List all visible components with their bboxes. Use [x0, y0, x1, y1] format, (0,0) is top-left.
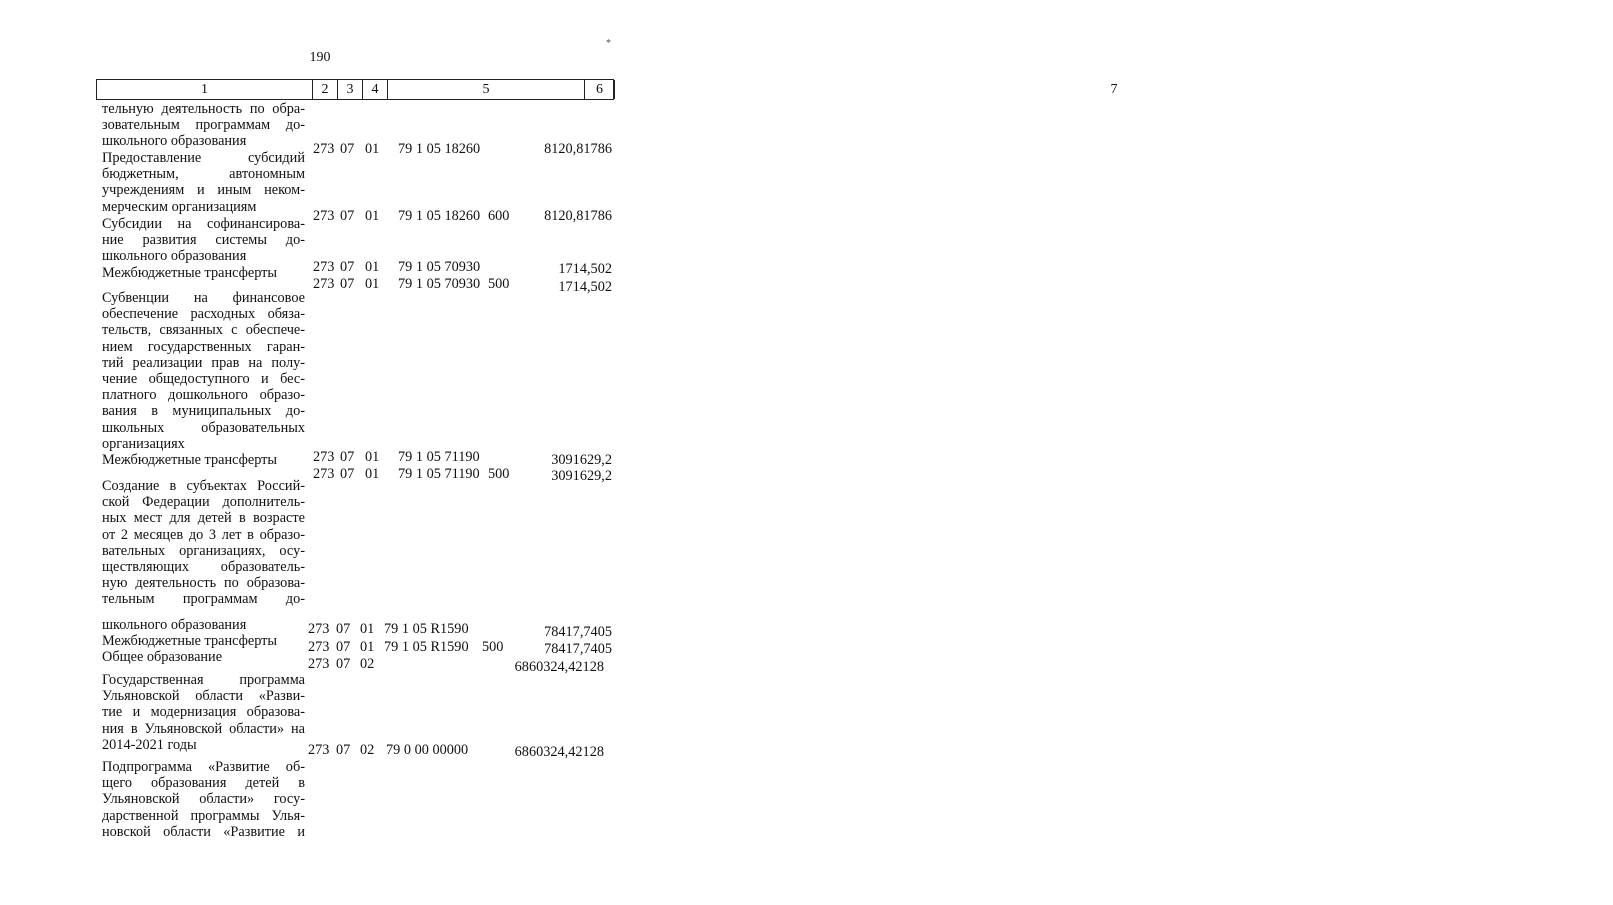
desc-line: Подпрограмма «Развитие об-: [102, 759, 305, 775]
cell-c5: 79 1 05 70930: [398, 259, 481, 275]
desc-line: новской области «Развитие и: [102, 823, 305, 840]
cell-c2: 273: [308, 742, 330, 758]
cell-c4: 01: [365, 276, 380, 292]
row-description: [102, 478, 305, 608]
desc-line: Ульяновской области «Разви-: [102, 688, 305, 705]
desc-line: вательных организациях, осу-: [102, 542, 305, 559]
cell-c5: 79 1 05 18260: [398, 208, 481, 224]
header-col-3: 3: [337, 80, 362, 99]
cell-c4: 01: [365, 466, 380, 482]
desc-line: зовательным программам до-: [102, 117, 305, 134]
desc-line: Межбюджетные трансферты: [102, 264, 278, 281]
desc-line: Ульяновской области» госу-: [102, 791, 305, 808]
cell-c2: 273: [313, 141, 335, 157]
cell-c5: 79 1 05 71190: [398, 466, 480, 482]
desc-line: от 2 месяцев до 3 лет в образо-: [102, 526, 305, 543]
cell-c2: 273: [308, 656, 330, 672]
row-description: [102, 216, 305, 248]
cell-c7: 78417,7405: [544, 624, 612, 640]
cell-c3: 07: [340, 466, 355, 482]
row-description: [102, 150, 305, 199]
desc-line: чение общедоступного и бес-: [102, 370, 305, 387]
row-description: [102, 617, 305, 666]
cell-c6: 600: [488, 208, 510, 224]
cell-c5: 79 0 00 00000: [386, 742, 469, 758]
cell-c7: 1714,502: [558, 261, 612, 277]
cell-c3: 07: [336, 621, 351, 637]
row-description: [102, 737, 305, 753]
desc-line: ния в Ульяновской области» на: [102, 720, 305, 737]
header-col-1: 1: [201, 82, 208, 97]
cell-c3: 07: [340, 449, 355, 465]
cell-c4: 01: [365, 259, 380, 275]
cell-c4: 01: [365, 141, 380, 157]
cell-c7: 3091629,2: [551, 452, 612, 468]
row-description: [102, 199, 305, 215]
cell-c5: 79 1 05 R1590: [384, 639, 469, 655]
header-col-6: 6: [584, 80, 614, 99]
desc-line: тельную деятельность по обра-: [102, 101, 305, 117]
cell-c3: 07: [336, 742, 351, 758]
cell-c3: 07: [340, 208, 355, 224]
desc-line: нием государственных гаран-: [102, 338, 305, 355]
desc-line: организациях: [102, 436, 185, 452]
cell-c7: 1714,502: [558, 279, 612, 295]
cell-c4: 02: [360, 742, 375, 758]
cell-c4: 01: [360, 621, 375, 637]
desc-line: ную деятельность по образова-: [102, 575, 305, 592]
desc-line: школьных образовательных: [102, 419, 305, 436]
desc-line: школьного образования: [102, 617, 247, 633]
desc-line: школьного образования: [102, 248, 247, 265]
cell-c3: 07: [340, 141, 355, 157]
desc-line: вания в муниципальных до-: [102, 403, 305, 420]
cell-c3: 07: [336, 656, 351, 672]
desc-line: школьного образования: [102, 133, 247, 150]
desc-line: Создание в субъектах Россий-: [102, 478, 305, 494]
desc-line: Межбюджетные трансферты: [102, 633, 278, 650]
cell-c2: 273: [308, 639, 330, 655]
cell-c7: 6860324,42128: [514, 744, 604, 760]
row-description: [102, 436, 305, 468]
row-description: [102, 133, 305, 149]
row-description: [102, 672, 305, 737]
cell-c2: 273: [313, 259, 335, 275]
desc-line: щего образования детей в: [102, 775, 305, 792]
desc-line: Общее образование: [102, 649, 223, 666]
header-col-2: 2: [312, 80, 337, 99]
desc-line: Субвенции на финансовое: [102, 290, 305, 306]
cell-c3: 07: [336, 639, 351, 655]
desc-line: тельств, связанных с обеспече-: [102, 322, 305, 339]
cell-c5: 79 1 05 70930: [398, 276, 481, 292]
desc-line: обеспечение расходных обяза-: [102, 306, 305, 323]
cell-c7: 8120,81786: [544, 208, 612, 224]
row-description: [102, 101, 305, 133]
cell-c6: 500: [488, 466, 510, 482]
row-description: [102, 759, 305, 840]
desc-line: платного дошкольного образо-: [102, 387, 305, 404]
cell-c5: 79 1 05 71190: [398, 449, 480, 465]
desc-line: тий реализации прав на полу-: [102, 354, 305, 371]
header-col-5: 5: [387, 80, 584, 99]
desc-line: Субсидии на софинансирова-: [102, 216, 305, 232]
cell-c5: 79 1 05 18260: [398, 141, 481, 157]
row-description: [102, 290, 305, 436]
desc-line: мерческим организациям: [102, 198, 257, 215]
desc-line: ской Федерации дополнитель-: [102, 494, 305, 511]
desc-line: Межбюджетные трансферты: [102, 452, 278, 469]
cell-c4: 01: [365, 208, 380, 224]
desc-line: учреждениям и иным неком-: [102, 182, 305, 199]
header-col-4: 4: [362, 80, 387, 99]
cell-c4: 01: [360, 639, 375, 655]
page-number: 190: [309, 50, 331, 65]
desc-line: ных мест для детей в возрасте: [102, 510, 305, 527]
cell-c7: 6860324,42128: [514, 659, 604, 675]
cell-c2: 273: [313, 466, 335, 482]
desc-line: бюджетным, автономным: [102, 166, 305, 183]
cell-c2: 273: [308, 621, 330, 637]
desc-line: дарственной программы Улья-: [102, 807, 305, 824]
cell-c4: 01: [365, 449, 380, 465]
table-header-row: [96, 79, 1118, 100]
desc-line: Предоставление субсидий: [102, 150, 305, 166]
row-description: [102, 248, 305, 280]
desc-line: тельным программам до-: [102, 591, 305, 608]
corner-mark: *: [606, 38, 611, 49]
cell-c4: 02: [360, 656, 375, 672]
cell-c7: 3091629,2: [551, 468, 612, 484]
cell-c2: 273: [313, 276, 335, 292]
cell-c3: 07: [340, 259, 355, 275]
desc-line: 2014-2021 годы: [102, 737, 197, 753]
desc-line: ние развития системы до-: [102, 232, 305, 249]
header-col-7: 7: [614, 80, 1613, 99]
cell-c7: 78417,7405: [544, 641, 612, 657]
cell-c6: 500: [488, 276, 510, 292]
cell-c7: 8120,81786: [544, 141, 612, 157]
cell-c3: 07: [340, 276, 355, 292]
desc-line: Государственная программа: [102, 672, 305, 688]
desc-line: ществляющих образователь-: [102, 558, 305, 575]
cell-c6: 500: [482, 639, 504, 655]
cell-c2: 273: [313, 449, 335, 465]
cell-c2: 273: [313, 208, 335, 224]
cell-c5: 79 1 05 R1590: [384, 621, 469, 637]
desc-line: тие и модернизация образова-: [102, 704, 305, 721]
